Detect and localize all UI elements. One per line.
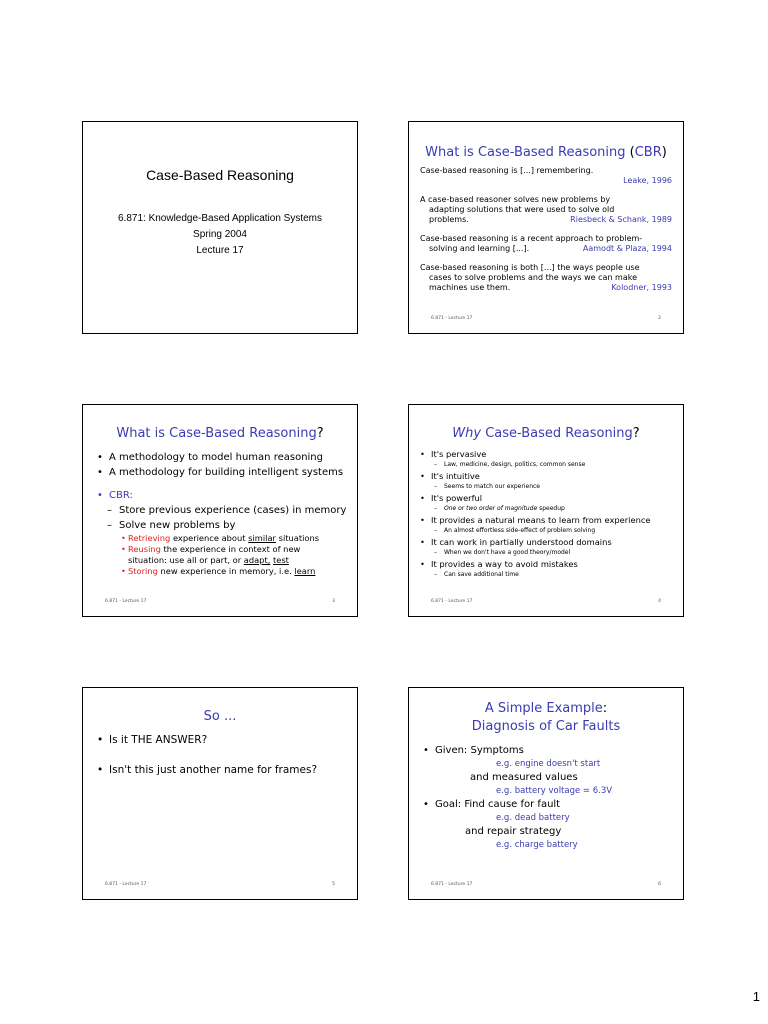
bullet-item: • CBR: bbox=[97, 488, 351, 503]
quote-last-line bbox=[420, 244, 672, 254]
item-continuation: and measured values bbox=[470, 772, 578, 783]
sub-item: – When we don't have a good theory/model bbox=[420, 548, 677, 558]
quote bbox=[420, 234, 672, 254]
quote-text: Case-based reasoning is [...] remembering. bbox=[420, 166, 594, 175]
slide-title bbox=[409, 426, 683, 441]
bullet-item: • Given: Symptoms bbox=[423, 744, 677, 758]
item-text: experience about bbox=[170, 533, 249, 543]
page-number: 1 bbox=[752, 989, 760, 1004]
slide-2 bbox=[408, 121, 684, 334]
quote-text: solving and learning [...]. bbox=[429, 244, 530, 253]
example-text: e.g. charge battery bbox=[496, 840, 578, 850]
item-text: speedup bbox=[537, 505, 565, 512]
title-question-mark: ? bbox=[632, 426, 640, 441]
sub-sub-item bbox=[97, 533, 351, 544]
sub-sub-item bbox=[97, 544, 351, 566]
quote-text: A case-based reasoner solves new problems by bbox=[420, 195, 611, 204]
bullet-item: • It's pervasive bbox=[420, 448, 677, 460]
item-continuation: and repair strategy bbox=[465, 826, 562, 837]
slide-footer: 6.871 - Lecture 17 bbox=[431, 316, 473, 321]
quote-citation: Kolodner, 1993 bbox=[611, 283, 672, 292]
bullet-item: • It provides a natural means to learn from experience bbox=[420, 514, 677, 526]
slide-subtitle-block bbox=[83, 211, 357, 259]
quote-citation: Aamodt & Plaza, 1994 bbox=[582, 244, 672, 253]
item-continuation bbox=[128, 555, 351, 566]
slide-title: So ... bbox=[203, 709, 237, 724]
slide-number: 4 bbox=[658, 599, 661, 604]
slide-number: 2 bbox=[658, 316, 661, 321]
bullet-list bbox=[420, 448, 677, 580]
emphasis: One or two order of magnitude bbox=[444, 505, 538, 512]
bullet-item: • A methodology for building intelligent systems bbox=[97, 465, 351, 480]
sub-item: – Store previous experience (cases) in memory bbox=[97, 503, 351, 518]
title-colon: : bbox=[602, 701, 608, 716]
quote bbox=[420, 166, 672, 186]
slide-footer: 6.871 - Lecture 17 bbox=[105, 882, 147, 887]
item-text: new experience in memory, i.e. bbox=[157, 566, 295, 576]
item-text: the experience in context of new bbox=[160, 544, 301, 554]
bullet-item: • Is it THE ANSWER? bbox=[97, 733, 351, 747]
quote-last-line bbox=[420, 283, 672, 293]
item-text: situations bbox=[275, 533, 320, 543]
slide-title bbox=[83, 426, 357, 441]
slide-4 bbox=[408, 404, 684, 617]
slide-footer: 6.871 - Lecture 17 bbox=[105, 599, 147, 604]
slide-number: 6 bbox=[658, 882, 661, 887]
title-text: What is Case-Based Reasoning bbox=[116, 426, 317, 441]
item-text: situation: use all or part, or bbox=[128, 555, 244, 565]
title-text: A Simple Example bbox=[484, 701, 603, 716]
quote-text: adapting solutions that were used to solve old bbox=[429, 205, 615, 214]
sub-sub-item bbox=[97, 566, 351, 577]
slide-footer: 6.871 - Lecture 17 bbox=[431, 599, 473, 604]
slide-5 bbox=[82, 687, 358, 900]
example-list bbox=[423, 744, 677, 852]
emphasis: test bbox=[272, 555, 289, 565]
title-text: Case-Based Reasoning bbox=[481, 426, 633, 441]
title-question-mark: ? bbox=[316, 426, 324, 441]
slide-1 bbox=[82, 121, 358, 334]
title-emphasis: Why bbox=[452, 426, 482, 441]
bullet-item: • It's powerful bbox=[420, 492, 677, 504]
title-abbrev: CBR bbox=[634, 145, 662, 160]
emphasis: adapt, bbox=[243, 555, 271, 565]
quote-text: machines use them. bbox=[429, 283, 511, 292]
slide-title bbox=[409, 145, 683, 160]
title-paren-close: ) bbox=[661, 145, 667, 160]
quote-last-line bbox=[420, 215, 672, 225]
sub-item: – Can save additional time bbox=[420, 570, 677, 580]
sub-item: – Solve new problems by bbox=[97, 518, 351, 533]
slide-number: 5 bbox=[332, 882, 335, 887]
sub-item: – Law, medicine, design, politics, common sense bbox=[420, 460, 677, 470]
quote-citation: Leake, 1996 bbox=[623, 176, 672, 185]
example-text: e.g. battery voltage = 6.3V bbox=[496, 786, 613, 796]
title-line: Diagnosis of Car Faults bbox=[471, 719, 621, 734]
quote-list bbox=[420, 166, 672, 302]
bullet-item: • Goal: Find cause for fault bbox=[423, 798, 677, 812]
slide-6 bbox=[408, 687, 684, 900]
emphasis: similar bbox=[248, 533, 276, 543]
slide-title bbox=[409, 700, 683, 736]
lecture-number: Lecture 17 bbox=[196, 245, 244, 256]
bullet-item: • It's intuitive bbox=[420, 470, 677, 482]
bullet-item: • It provides a way to avoid mistakes bbox=[420, 558, 677, 570]
bullet-list bbox=[97, 450, 351, 577]
bullet-item: • It can work in partially understood domains bbox=[420, 536, 677, 548]
sub-item bbox=[420, 504, 677, 514]
quote bbox=[420, 263, 672, 293]
quote-text: problems. bbox=[429, 215, 469, 224]
example-text: e.g. dead battery bbox=[496, 813, 570, 823]
quote bbox=[420, 195, 672, 225]
title-line bbox=[409, 700, 683, 718]
keyword: Retrieving bbox=[128, 533, 171, 543]
quote-text: cases to solve problems and the ways we can make bbox=[429, 273, 638, 282]
bullet-list bbox=[97, 733, 351, 777]
title-paren-open: ( bbox=[629, 145, 635, 160]
sub-item: – Seems to match our experience bbox=[420, 482, 677, 492]
title-text: What is Case-Based Reasoning bbox=[425, 145, 630, 160]
quote-text: Case-based reasoning is both [...] the ways people use bbox=[420, 263, 640, 272]
slide-title: Case-Based Reasoning bbox=[146, 167, 294, 183]
example-text: e.g. engine doesn't start bbox=[496, 759, 601, 769]
keyword: Storing bbox=[128, 566, 158, 576]
quote-text: Case-based reasoning is a recent approach to problem- bbox=[420, 234, 643, 243]
course-name: 6.871: Knowledge-Based Application Systems bbox=[117, 213, 322, 224]
emphasis: learn bbox=[294, 566, 316, 576]
sub-item: – An almost effortless side-effect of problem solving bbox=[420, 526, 677, 536]
keyword: Reusing bbox=[128, 544, 161, 554]
slide-number: 3 bbox=[332, 599, 335, 604]
slide-footer: 6.871 - Lecture 17 bbox=[431, 882, 473, 887]
term: Spring 2004 bbox=[193, 229, 247, 240]
bullet-item: • A methodology to model human reasoning bbox=[97, 450, 351, 465]
slide-3 bbox=[82, 404, 358, 617]
quote-citation: Riesbeck & Schank, 1989 bbox=[570, 215, 672, 224]
bullet-item: • Isn't this just another name for frames? bbox=[97, 763, 351, 777]
